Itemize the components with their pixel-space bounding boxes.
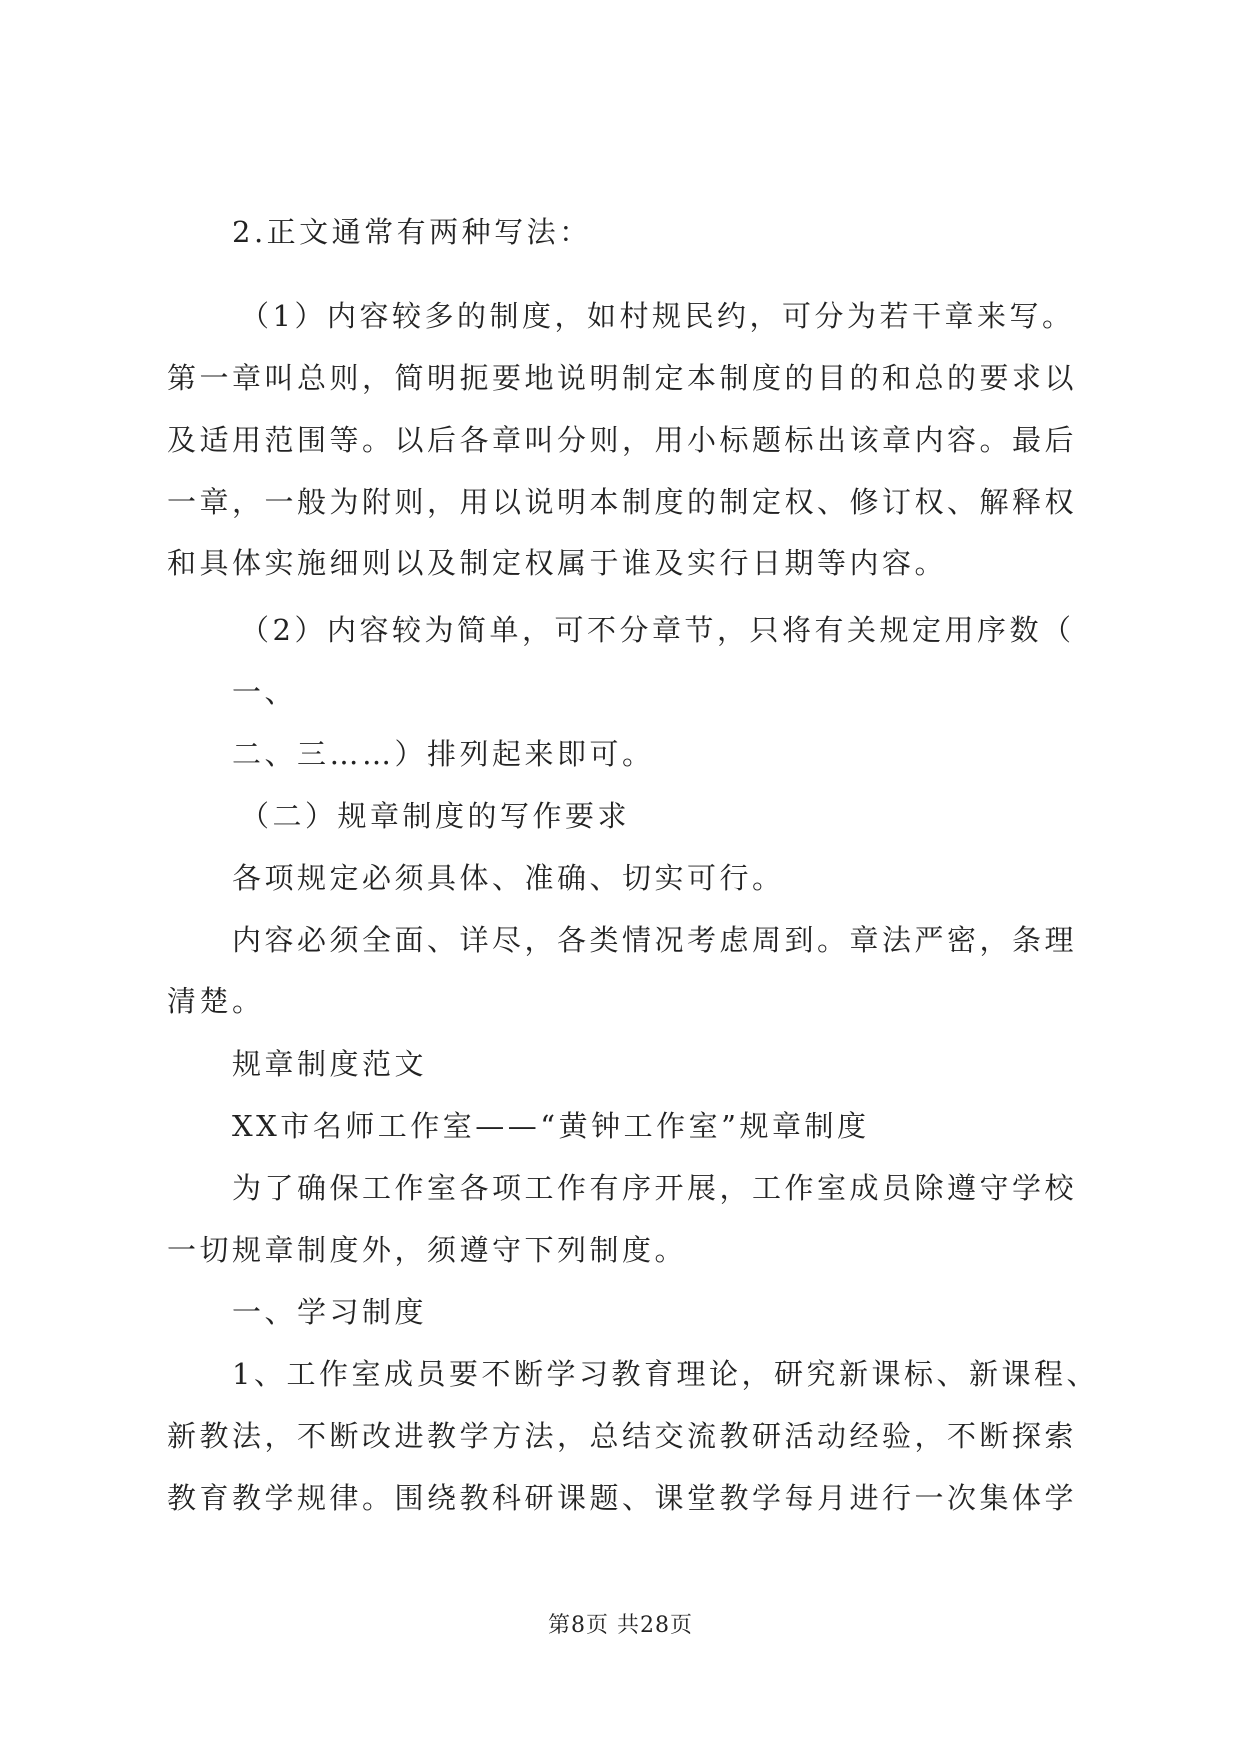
text-line: （1）内容较多的制度，如村规民约，可分为若干章来写。 [240, 299, 1075, 333]
text-line: 新教法，不断改进教学方法，总结交流教研活动经验，不断探索 [167, 1419, 1078, 1453]
text-line: 清楚。 [167, 984, 265, 1018]
text-line: 一切规章制度外，须遵守下列制度。 [167, 1233, 688, 1267]
text-line: XX市名师工作室——“黄钟工作室”规章制度 [232, 1109, 870, 1143]
page-number-footer: 第8页 共28页 [548, 1613, 693, 1638]
text-line: 二、三……）排列起来即可。 [232, 737, 655, 771]
text-line: 一章，一般为附则，用以说明本制度的制定权、修订权、解释权 [167, 485, 1078, 519]
text-line: （2）内容较为简单，可不分章节，只将有关规定用序数（ [240, 613, 1075, 647]
text-line: 教育教学规律。围绕教科研课题、课堂教学每月进行一次集体学 [167, 1481, 1078, 1515]
text-line: 一、 [232, 675, 298, 709]
text-line: 和具体实施细则以及制定权属于谁及实行日期等内容。 [167, 546, 948, 580]
text-line: 为了确保工作室各项工作有序开展，工作室成员除遵守学校 [232, 1171, 1078, 1205]
text-line: 第一章叫总则，简明扼要地说明制定本制度的目的和总的要求以 [167, 361, 1078, 395]
text-line: 规章制度范文 [232, 1047, 428, 1081]
text-line: 及适用范围等。以后各章叫分则，用小标题标出该章内容。最后 [167, 423, 1078, 457]
text-line: （二）规章制度的写作要求 [240, 799, 631, 833]
text-line: 内容必须全面、详尽，各类情况考虑周到。章法严密，条理 [232, 923, 1078, 957]
text-line: 各项规定必须具体、准确、切实可行。 [232, 861, 785, 895]
text-line: 1、工作室成员要不断学习教育理论，研究新课标、新课程、 [232, 1357, 1099, 1391]
text-line: 一、学习制度 [232, 1295, 428, 1329]
text-line: 2.正文通常有两种写法： [232, 215, 592, 249]
